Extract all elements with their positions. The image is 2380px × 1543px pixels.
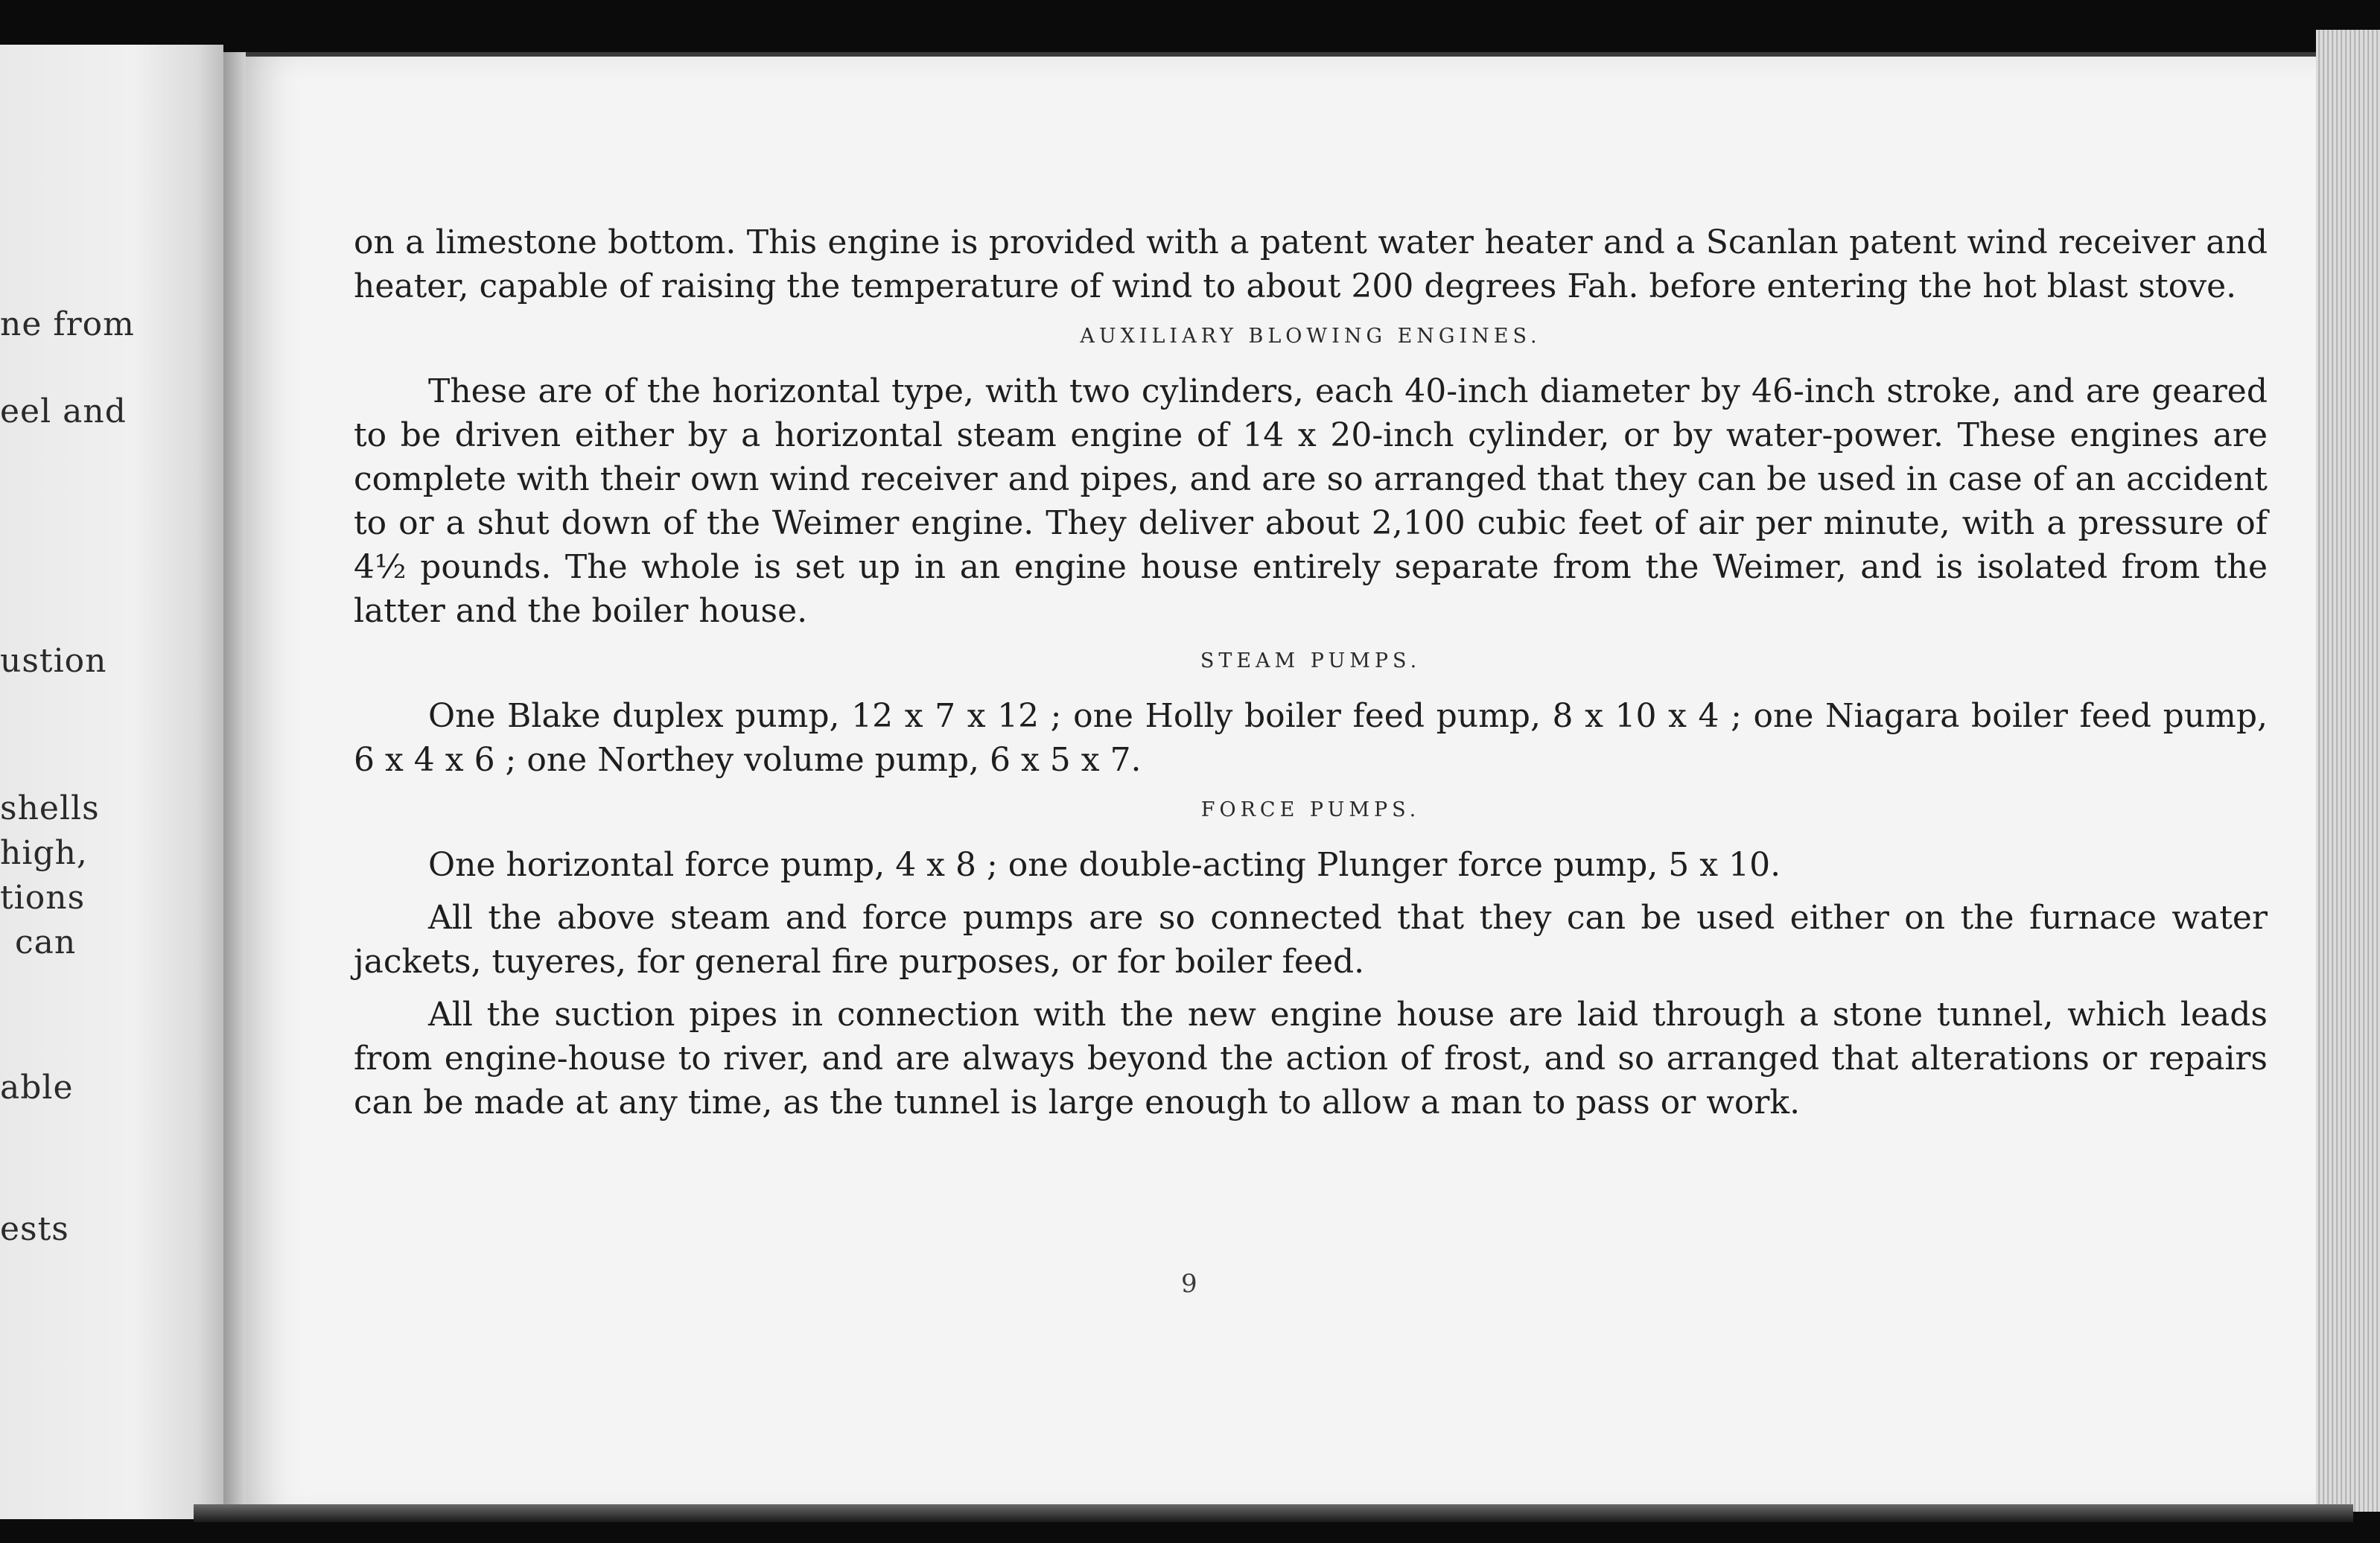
left-page-fragment: able [0, 1069, 74, 1107]
left-page-fragment: high, [0, 834, 88, 872]
section-heading-force-pumps: FORCE PUMPS. [1200, 798, 1421, 821]
left-page-fragment: ustion [0, 642, 107, 680]
page-edges [2316, 30, 2380, 1512]
section-heading-steam-pumps: STEAM PUMPS. [1200, 649, 1422, 672]
intro-paragraph: on a limestone bottom. This engine is provided with a patent water heater and a Scanlan patent wind receiver and heater, capable of raising the temperature of wind to about 200 degrees Fah. before entering the hot blast stove. [354, 223, 2268, 305]
left-page-fragment: eel and [0, 392, 127, 430]
left-page-fragment: shells [0, 789, 100, 827]
page-number: 9 [1181, 1269, 1197, 1299]
book-bottom-edge [194, 1504, 2353, 1522]
paragraph-force-pumps: One horizontal force pump, 4 x 8 ; one double-acting Plunger force pump, 5 x 10. [428, 846, 1781, 884]
left-page-fragment: ests [0, 1210, 69, 1248]
paragraph-suction-pipes: All the suction pipes in connection with the new engine house are laid through a stone tunnel, which leads from engine-house to river, and are always beyond the action of frost, and so arranged that alterations or repairs can be made at any time, as the tunnel is large enough to allow a man to pass or work. [354, 996, 2268, 1122]
page-text [354, 220, 2268, 1133]
section-heading-auxiliary-blowing-engines: AUXILIARY BLOWING ENGINES. [1080, 325, 1541, 348]
previous-page [0, 45, 223, 1519]
left-page-fragment: tions [0, 879, 86, 917]
paragraph-auxiliary-blowing-engines: These are of the horizontal type, with two cylinders, each 40-inch diameter by 46-inch stroke, and are geared to be driven either by a horizontal steam engine of 14 x 20-inch cylinder, or by water-power. These engines are complete with their own wind receiver and pipes, and are so arranged that they can be used in case of an accident to or a shut down of the Weimer engine. They deliver about 2,100 cubic feet of air per minute, with a pressure of 4½ pounds. The whole is set up in an engine house entirely separate from the Weimer, and is isolated from the latter and the boiler house. [354, 372, 2268, 630]
left-page-fragment: can [15, 923, 77, 961]
paragraph-pump-connections: All the above steam and force pumps are so connected that they can be used either on the furnace water jackets, tuyeres, for general fire purposes, or for boiler feed. [354, 899, 2268, 981]
paragraph-steam-pumps: One Blake duplex pump, 12 x 7 x 12 ; one Holly boiler feed pump, 8 x 10 x 4 ; one Niagara boiler feed pump, 6 x 4 x 6 ; one Northey volume pump, 6 x 5 x 7. [354, 697, 2268, 779]
current-page [246, 52, 2323, 1516]
left-page-fragment: ne from [0, 305, 135, 343]
